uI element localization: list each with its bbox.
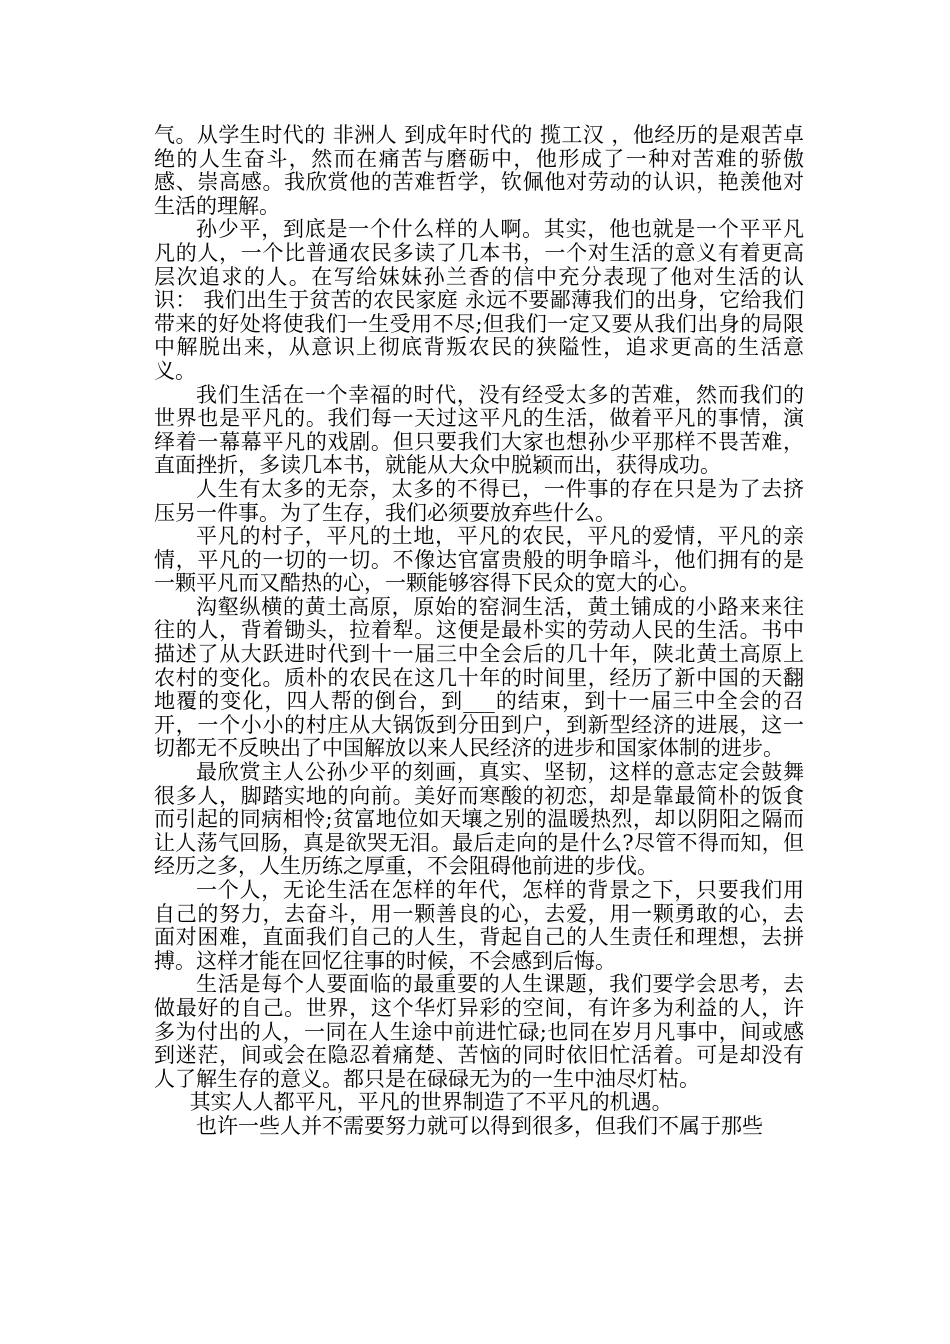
paragraph-6: 沟壑纵横的黄土高原，原始的窑洞生活，黄土铺成的小路来来往往的人，背着锄头，拉着犁。这便是最朴实的劳动人民的生活。书中描述了从大跃进时代到十一届三中全会后的几十年，陕北黄土高原上农村的变化。质朴的农民在这几十年的时间里，经历了新中国的天翻地覆的变化，四人帮的倒台，到___的结束，到十一届三中全会的召开，一个小小的村庄从大锅饭到分田到户，到新型经济的进展，这一切都无不反映出了中国解放以来人民经济的进步和国家体制的进步。 bbox=[154, 594, 804, 761]
paragraph-1: 气。从学生时代的 非洲人 到成年时代的 揽工汉 ，他经历的是艰苦卓绝的人生奋斗，然而在痛苦与磨砺中，他形成了一种对苦难的骄傲感、崇高感。我欣赏他的苦难哲学，钦佩他对劳动的认识，艳羡他对生活的理解。 bbox=[154, 123, 804, 218]
paragraph-10: 其实人人都平凡，平凡的世界制造了不平凡的机遇。 bbox=[189, 1090, 673, 1115]
paragraph-7: 最欣赏主人公孙少平的刻画，真实、坚韧，这样的意志定会鼓舞很多人，脚踏实地的向前。美好而寒酸的初恋，却是靠最简朴的饭食而引起的同病相怜;贫富地位如天壤之别的温暖热烈，却以阴阳之隔而让人荡气回肠，真是欲哭无泪。最后走向的是什么?尽管不得而知，但经历之多，人生历练之厚重，不会阻碍他前进的步伐。 bbox=[154, 760, 804, 879]
paragraph-3: 我们生活在一个幸福的时代，没有经受太多的苦难，然而我们的世界也是平凡的。我们每一天过这平凡的生活，做着平凡的事情，演绎着一幕幕平凡的戏剧。但只要我们大家也想孙少平那样不畏苦难，直面挫折，多读几本书，就能从大众中脱颖而出，获得成功。 bbox=[154, 382, 804, 478]
paragraph-5: 平凡的村子，平凡的土地，平凡的农民，平凡的爱情，平凡的亲情，平凡的一切的一切。不像达官富贵般的明争暗斗，他们拥有的是一颗平凡而又酷热的心，一颗能够容得下民众的宽大的心。 bbox=[154, 524, 804, 596]
article-body bbox=[154, 124, 804, 1139]
paragraph-8: 一个人，无论生活在怎样的年代，怎样的背景之下，只要我们用自己的努力，去奋斗，用一颗善良的心，去爱，用一颗勇敢的心，去面对困难，直面我们自己的人生，背起自己的人生责任和理想，去拼搏。这样才能在回忆往事的时候，不会感到后悔。 bbox=[154, 878, 804, 973]
paragraph-4: 人生有太多的无奈，太多的不得已，一件事的存在只是为了去挤压另一件事。为了生存，我们必须要放弃些什么。 bbox=[154, 476, 804, 525]
paragraph-2: 孙少平，到底是一个什么样的人啊。其实，他也就是一个平平凡凡的人，一个比普通农民多读了几本书，一个对生活的意义有着更高层次追求的人。在写给妹妹孙兰香的信中充分表现了他对生活的认识： 我们出生于贫苦的农民家庭 永远不要鄙薄我们的出身，它给我们带来的好处将使我们一生受用不尽;但我们一定又要从我们出身的局限中解脱出来，从意识上彻底背叛农民的狭隘性，追求更高的生活意义。 bbox=[154, 217, 804, 383]
paragraph-11: 也许一些人并不需要努力就可以得到很多，但我们不属于那些 bbox=[196, 1113, 763, 1138]
paragraph-9: 生活是每个人要面临的最重要的人生课题，我们要学会思考，去做最好的自己。世界，这个华灯异彩的空间，有许多为利益的人，许多为付出的人，一同在人生途中前进忙碌;也同在岁月凡事中，间或感到迷茫，间或会在隐忍着痛楚、苦恼的同时依旧忙活着。可是却没有人了解生存的意义。都只是在碌碌无为的一生中油尽灯枯。 bbox=[154, 972, 804, 1091]
